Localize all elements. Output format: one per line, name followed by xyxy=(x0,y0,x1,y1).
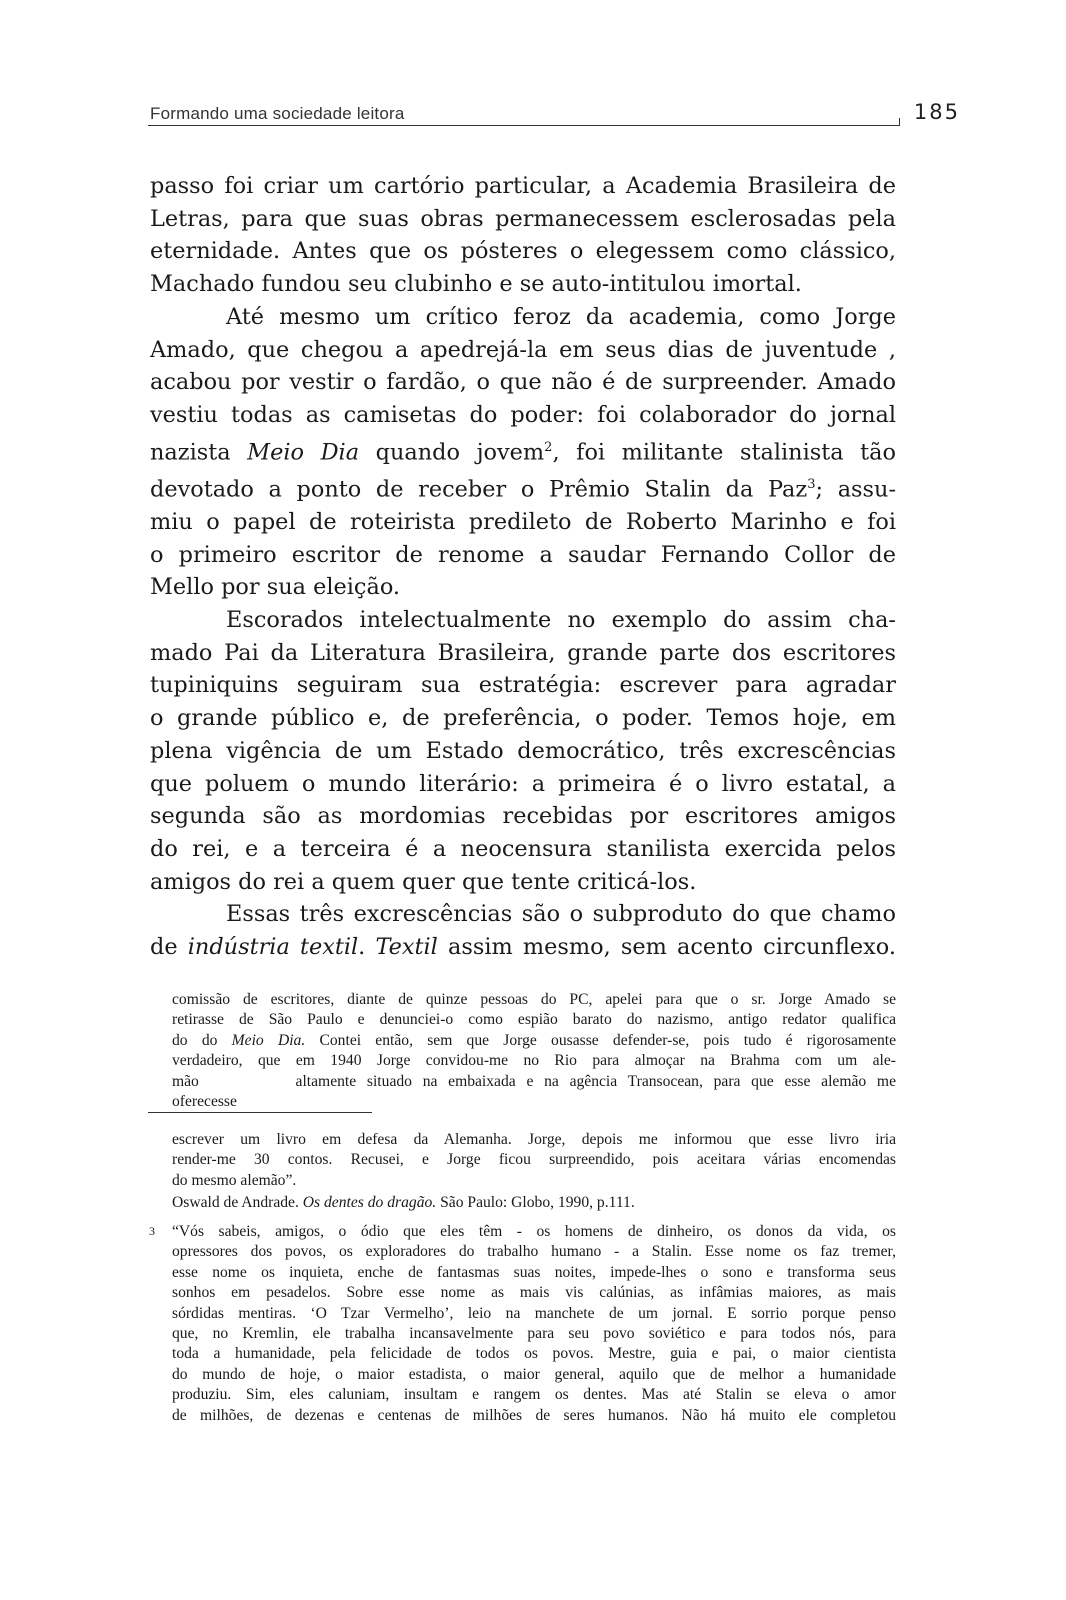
footnote-2-continuation xyxy=(172,990,896,1112)
text-line: Escorados intelectualmente no exemplo do assim cha- xyxy=(226,607,896,634)
footnote-ref-2: 2 xyxy=(544,439,553,455)
footnote-line: retirasse de São Paulo e denunciei-o como espião barato do nazismo, antigo redator qualifica xyxy=(172,1011,896,1029)
footnote-3 xyxy=(172,1222,896,1426)
text-line: segunda são as mordomias recebidas por escritores amigos xyxy=(150,803,896,830)
text-line: o primeiro escritor de renome a saudar Fernando Collor de xyxy=(150,541,896,568)
footnote-line: escrever um livro em defesa da Alemanha. Jorge, depois me informou que esse livro iria xyxy=(172,1131,896,1148)
text-line: amigos do rei a quem quer que tente criticá-los. xyxy=(150,868,697,895)
newspaper-title: Meio Dia xyxy=(247,439,360,466)
text-line: tupiniquins seguiram sua estratégia: escrever para agradar xyxy=(150,672,896,699)
text-segment: Oswald de Andrade. xyxy=(172,1194,303,1212)
paragraph-2 xyxy=(150,301,896,604)
text-line: que poluem o mundo literário: a primeira é o livro estatal, a xyxy=(150,770,896,797)
text-line: Letras, para que suas obras permanecessem esclerosadas pela xyxy=(150,205,896,232)
footnote-line xyxy=(172,1031,896,1051)
text-line: eternidade. Antes que os pósteres o elegessem como clássico, xyxy=(150,238,896,265)
footnote-line: comissão de escritores, diante de quinze pessoas do PC, apelei para que o sr. Jorge Amado se xyxy=(172,991,896,1008)
footnote-line: mão altamente situado na embaixada e na agência Transocean, para que esse alemão me xyxy=(172,1072,896,1090)
footnote-line: esse nome os inquieta, enche de fantasmas suas noites, impede-lhes o sono e transforma seus xyxy=(172,1263,896,1281)
text-segment: . xyxy=(358,934,376,961)
text-line: Amado, que chegou a apedrejá-la em seus dias de juventude , xyxy=(150,336,896,363)
footnote-line: que, no Kremlin, ele trabalha incansavelmente para seu povo soviético e para todos nós, para xyxy=(172,1325,896,1343)
text-segment: quando jovem xyxy=(359,439,545,466)
footnote-line: oferecesse xyxy=(172,1093,237,1111)
text-line xyxy=(150,931,896,964)
text-line: Essas três excrescências são o subproduto do que chamo xyxy=(226,901,896,928)
footnote-line: do mundo de hoje, o maior estadista, o maior general, aquilo que de melhor a humanidade xyxy=(172,1365,896,1383)
text-segment: de xyxy=(150,934,188,961)
text-line: Mello por sua eleição. xyxy=(150,574,401,601)
footnote-ref-3: 3 xyxy=(807,476,816,492)
footnote-2-end xyxy=(172,1130,896,1214)
text-line: Até mesmo um crítico feroz da academia, como Jorge xyxy=(226,303,896,330)
footnote-line: sórdidas mentiras. ‘O Tzar Vermelho’, leio na manchete de um jornal. E sorrio porque penso xyxy=(172,1304,896,1322)
body-text xyxy=(150,170,896,964)
footnote-line: verdadeiro, que em 1940 Jorge convidou-me no Rio para almoçar na Brahma com um ale- xyxy=(172,1052,896,1070)
text-line: plena vigência de um Estado democrático, três excrescências xyxy=(150,737,896,764)
text-segment: , foi militante stalinista tão xyxy=(552,439,896,466)
text-line xyxy=(150,432,896,469)
text-line: miu o papel de roteirista predileto de Roberto Marinho e foi xyxy=(150,508,896,535)
header-rule xyxy=(148,125,900,126)
text-segment: nazista xyxy=(150,439,248,466)
page-header xyxy=(148,100,964,130)
book-title: Os dentes do dragão. xyxy=(302,1194,437,1212)
text-line: o grande público e, de preferência, o poder. Temos hoje, em xyxy=(150,705,896,732)
text-segment: assim mesmo, sem acento circunflexo. xyxy=(437,934,896,961)
text-line: acabou por vestir o fardão, o que não é de surpreender. Amado xyxy=(150,369,896,396)
running-title: Formando uma sociedade leitora xyxy=(150,104,405,123)
footnote-line: “Vós sabeis, amigos, o ódio que eles têm - os homens de dinheiro, os donos da vida, os xyxy=(172,1223,896,1240)
emphasis-term: Textil xyxy=(375,934,438,961)
header-rule-tick xyxy=(899,118,900,126)
text-line: mado Pai da Literatura Brasileira, grande parte dos escritores xyxy=(150,639,896,666)
footnote-line: de milhões, de dezenas e centenas de milhões de seres humanos. Não há muito ele completou xyxy=(172,1406,896,1424)
text-line: do rei, e a terceira é a neocensura stanilista exercida pelos xyxy=(150,836,896,862)
footnote-line: produziu. Sim, eles caluniam, insultam e rangem os dentes. Mas até Stalin se eleva o amor xyxy=(172,1386,896,1404)
footnote-separator xyxy=(148,1112,372,1113)
text-segment: ; assu- xyxy=(815,476,896,503)
footnote-line: sonhos em pesadelos. Sobre esse nome as mais vis calúnias, as infâmias maiores, as mais xyxy=(172,1284,896,1302)
paragraph-3 xyxy=(150,604,896,898)
footnote-source xyxy=(172,1193,896,1213)
text-segment: devotado a ponto de receber o Prêmio Stalin da Paz xyxy=(150,476,808,503)
footnote-line: do mesmo alemão”. xyxy=(172,1171,297,1189)
paragraph-4 xyxy=(150,898,896,963)
text-line: passo foi criar um cartório particular, a Academia Brasileira de xyxy=(150,173,896,199)
text-segment: São Paulo: Globo, 1990, p.111. xyxy=(436,1194,635,1212)
newspaper-title: Meio Dia. xyxy=(231,1031,306,1049)
footnote-line: render-me 30 contos. Recusei, e Jorge ficou surpreendido, pois aceitara várias encomendas xyxy=(172,1151,896,1169)
footnote-line: opressores dos povos, os exploradores do trabalho humano - a Stalin. Esse nome os faz tremer, xyxy=(172,1243,896,1261)
text-line: vestiu todas as camisetas do poder: foi colaborador do jornal xyxy=(150,401,896,428)
emphasis-term: indústria textil xyxy=(187,934,359,961)
paragraph-1 xyxy=(150,170,896,301)
text-segment: do do xyxy=(172,1031,232,1049)
text-segment: Contei então, sem que Jorge ousasse defender-se, pois tudo é rigorosamente xyxy=(305,1031,897,1049)
text-line xyxy=(150,469,896,506)
footnote-3-marker: 3 xyxy=(149,1224,155,1238)
text-line: Machado fundou seu clubinho e se auto-intitulou imortal. xyxy=(150,271,802,298)
footnote-line: toda a humanidade, pela felicidade de todos os povos. Mestre, guia e pai, o maior cientista xyxy=(172,1345,896,1363)
page-number: 185 xyxy=(913,100,960,124)
